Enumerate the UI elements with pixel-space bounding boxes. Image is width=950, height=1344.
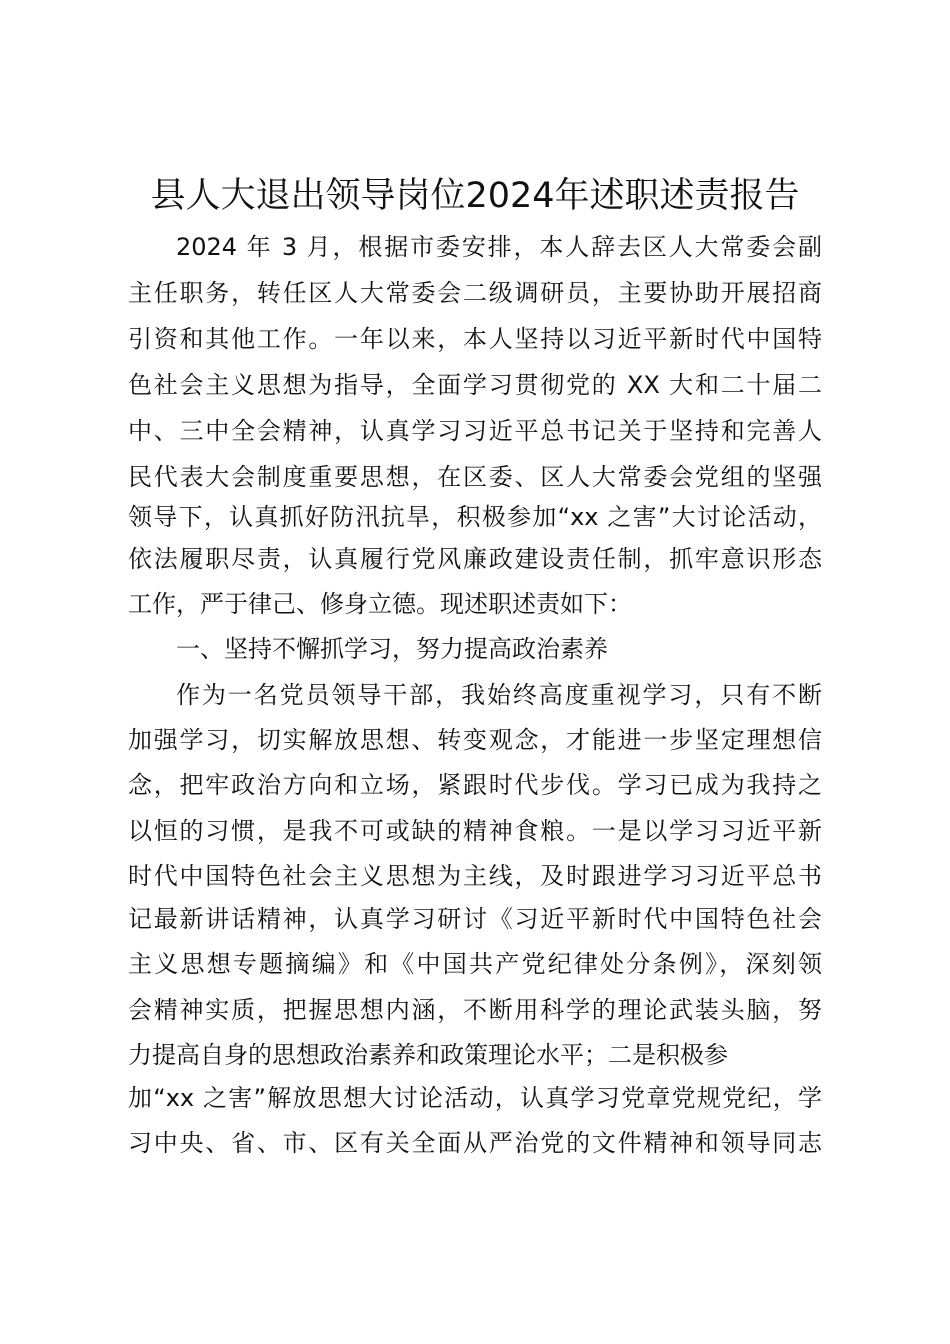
- paragraph-line: 领导下，认真抓好防汛抗旱，积极参加“xx 之害”大讨论活动，: [128, 503, 822, 531]
- paragraph-line: 主任职务，转任区人大常委会二级调研员，主要协助开展招商: [128, 279, 822, 307]
- paragraph-line: 色社会主义思想为指导，全面学习贯彻党的 XX 大和二十届二: [128, 371, 822, 399]
- paragraph-line: 工作，严于律己、修身立德。现述职述责如下：: [128, 590, 632, 618]
- paragraph-line: 依法履职尽责，认真履行党风廉政建设责任制，抓牢意识形态: [128, 545, 822, 573]
- paragraph-line: 主义思想专题摘编》和《中国共产党纪律处分条例》，深刻领: [128, 950, 822, 978]
- paragraph-line: 记最新讲话精神，认真学习研讨《习近平新时代中国特色社会: [128, 905, 822, 933]
- paragraph-line: 时代中国特色社会主义思想为主线，及时跟进学习习近平总书: [128, 862, 822, 890]
- paragraph-line: 民代表大会制度重要思想，在区委、区人大常委会党组的坚强: [128, 463, 822, 491]
- paragraph-line: 2024 年 3 月，根据市委安排，本人辞去区人大常委会副: [176, 233, 822, 261]
- paragraph-line: 念，把牢政治方向和立场，紧跟时代步伐。学习已成为我持之: [128, 771, 822, 799]
- document-title: 县人大退出领导岗位2024年述职述责报告: [150, 176, 800, 216]
- paragraph-line: 以恒的习惯，是我不可或缺的精神食粮。一是以学习习近平新: [128, 817, 822, 845]
- paragraph-line: 力提高自身的思想政治素养和政策理论水平；二是积极参: [128, 1041, 728, 1069]
- paragraph-line: 习中央、省、市、区有关全面从严治党的文件精神和领导同志: [128, 1129, 822, 1157]
- paragraph-line: 引资和其他工作。一年以来，本人坚持以习近平新时代中国特: [128, 325, 822, 353]
- paragraph-line: 作为一名党员领导干部，我始终高度重视学习，只有不断: [176, 681, 822, 709]
- paragraph-line: 会精神实质，把握思想内涵，不断用科学的理论武装头脑，努: [128, 996, 822, 1024]
- section-heading: 一、坚持不懈抓学习，努力提高政治素养: [176, 635, 608, 663]
- paragraph-line: 加“xx 之害”解放思想大讨论活动，认真学习党章党规党纪，学: [128, 1084, 822, 1112]
- paragraph-line: 加强学习，切实解放思想、转变观念，才能进一步坚定理想信: [128, 726, 822, 754]
- paragraph-line: 中、三中全会精神，认真学习习近平总书记关于坚持和完善人: [128, 417, 822, 445]
